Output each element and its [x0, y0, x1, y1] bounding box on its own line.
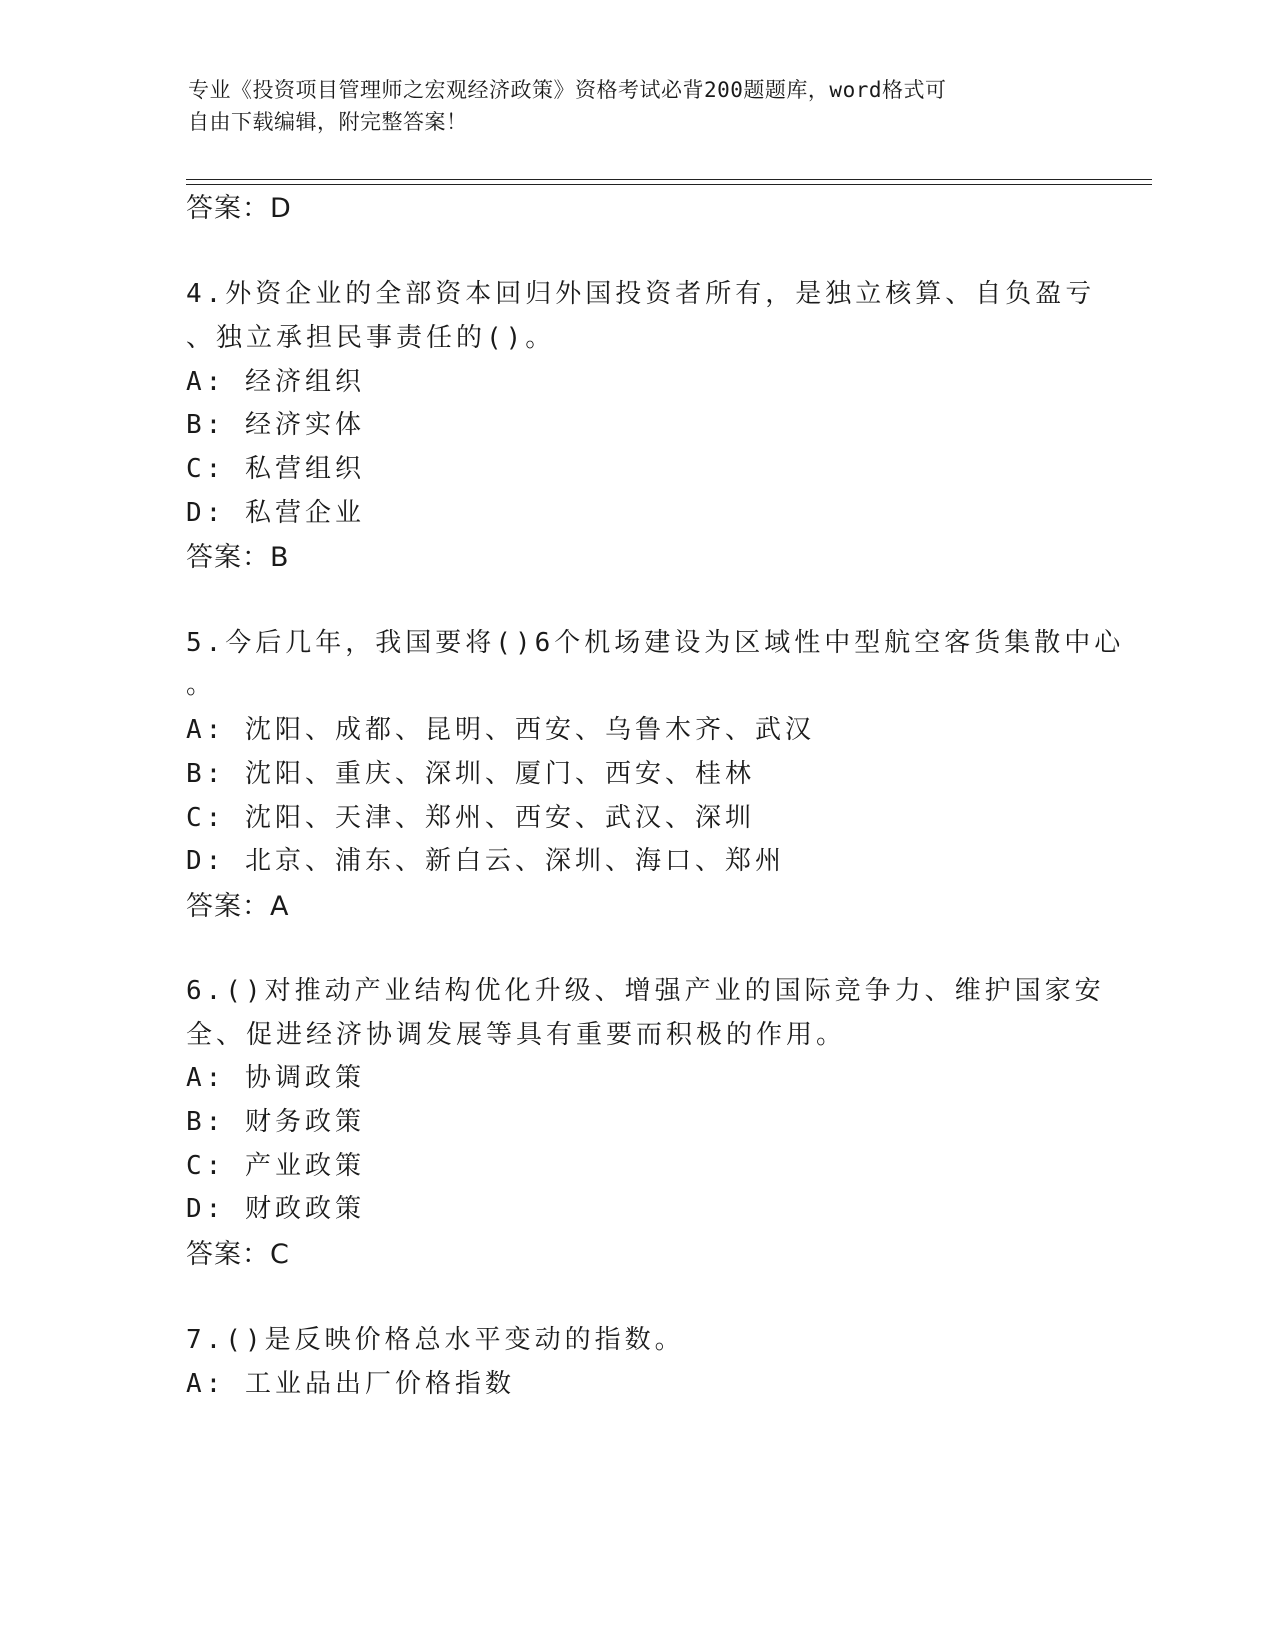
q5-option-c: C: 沈阳、天津、郑州、西安、武汉、深圳 — [186, 803, 755, 833]
q6-stem-line-1: 6.()对推动产业结构优化升级、增强产业的国际竞争力、维护国家安 — [186, 976, 1105, 1006]
q4-stem-line-2: 、独立承担民事责任的()。 — [186, 323, 556, 353]
q6-option-d: D: 财政政策 — [186, 1194, 365, 1224]
q6-option-b: B: 财务政策 — [186, 1107, 365, 1137]
q7-option-a: A: 工业品出厂价格指数 — [186, 1369, 515, 1399]
q4-option-c: C: 私营组织 — [186, 454, 365, 484]
q4-option-d: D: 私营企业 — [186, 498, 365, 528]
q6-option-a: A: 协调政策 — [186, 1063, 365, 1093]
header-divider-bottom — [186, 184, 1152, 185]
document-header — [188, 74, 1088, 138]
q4-option-a: A: 经济组织 — [186, 367, 365, 397]
q5-option-d: D: 北京、浦东、新白云、深圳、海口、郑州 — [186, 846, 785, 876]
q5-option-b: B: 沈阳、重庆、深圳、厦门、西安、桂林 — [186, 759, 755, 789]
q5-option-a: A: 沈阳、成都、昆明、西安、乌鲁木齐、武汉 — [186, 715, 815, 745]
q4-answer: 答案：B — [186, 542, 290, 573]
q7-stem-line-1: 7.()是反映价格总水平变动的指数。 — [186, 1325, 685, 1355]
header-divider-top — [186, 179, 1152, 180]
previous-answer: 答案：D — [186, 193, 292, 224]
q5-answer: 答案：A — [186, 891, 290, 922]
q5-stem-line-1: 5.今后几年，我国要将()6个机场建设为区域性中型航空客货集散中心 — [186, 628, 1125, 658]
q5-stem-line-2: 。 — [186, 670, 217, 700]
q6-stem-line-2: 全、促进经济协调发展等具有重要而积极的作用。 — [186, 1020, 847, 1050]
q4-option-b: B: 经济实体 — [186, 410, 365, 440]
header-line-2: 自由下载编辑，附完整答案！ — [188, 110, 468, 134]
q4-stem-line-1: 4.外资企业的全部资本回归外国投资者所有，是独立核算、自负盈亏 — [186, 279, 1096, 309]
q6-answer: 答案：C — [186, 1239, 290, 1270]
header-line-1: 专业《投资项目管理师之宏观经济政策》资格考试必背200题题库，word格式可 — [188, 78, 947, 102]
q6-option-c: C: 产业政策 — [186, 1151, 365, 1181]
